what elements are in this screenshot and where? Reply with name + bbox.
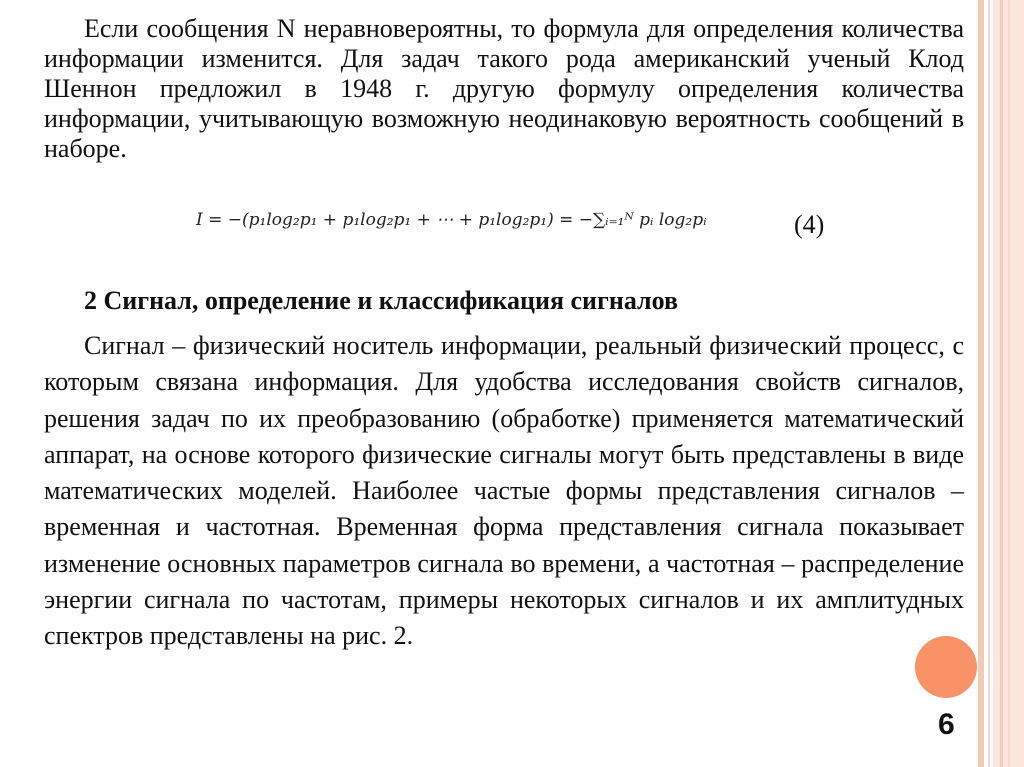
decorative-stripe-thin [1008,0,1010,767]
formula-number: (4) [794,210,825,239]
section-heading: 2 Сигнал, определение и классификация сигналов [84,286,679,315]
formula-shannon: I = −(p₁log₂p₁ + p₁log₂p₁ + ⋯ + p₁log₂p₁) = −∑ᵢ₌₁ᴺ pᵢ log₂pᵢ [196,210,707,230]
decorative-stripe-thin [988,0,990,767]
decorative-stripe-thin [1000,0,1003,767]
page-number: 6 [938,708,955,741]
paragraph-shannon: Если сообщения N неравновероятны, то формула для определения количества информации изменится. Для задач такого рода американский ученый Клод Шеннон предложил в 1948 г. другую формулу определения количества информации, учитывающую возможную неодинаковую вероятность сообщений в наборе. [44,14,964,163]
decorative-stripe [978,0,984,767]
paragraph-signal-definition: Сигнал – физический носитель информации, реальный физический процесс, с которым связана информация. Для удобства исследования свойств сигналов, решения задач по их преобразованию (обработке) применяется математический аппарат, на основе которого физические сигналы могут быть представлены в виде математических моделей. Наиболее частые формы представления сигналов – временная и частотная. Временная форма представления сигнала показывает изменение основных параметров сигнала во времени, а частотная – распределение энергии сигнала по частотам, примеры некоторых сигналов и их амплитудных спектров представлены на рис. 2. [44,331,964,651]
decorative-circle [915,636,977,698]
